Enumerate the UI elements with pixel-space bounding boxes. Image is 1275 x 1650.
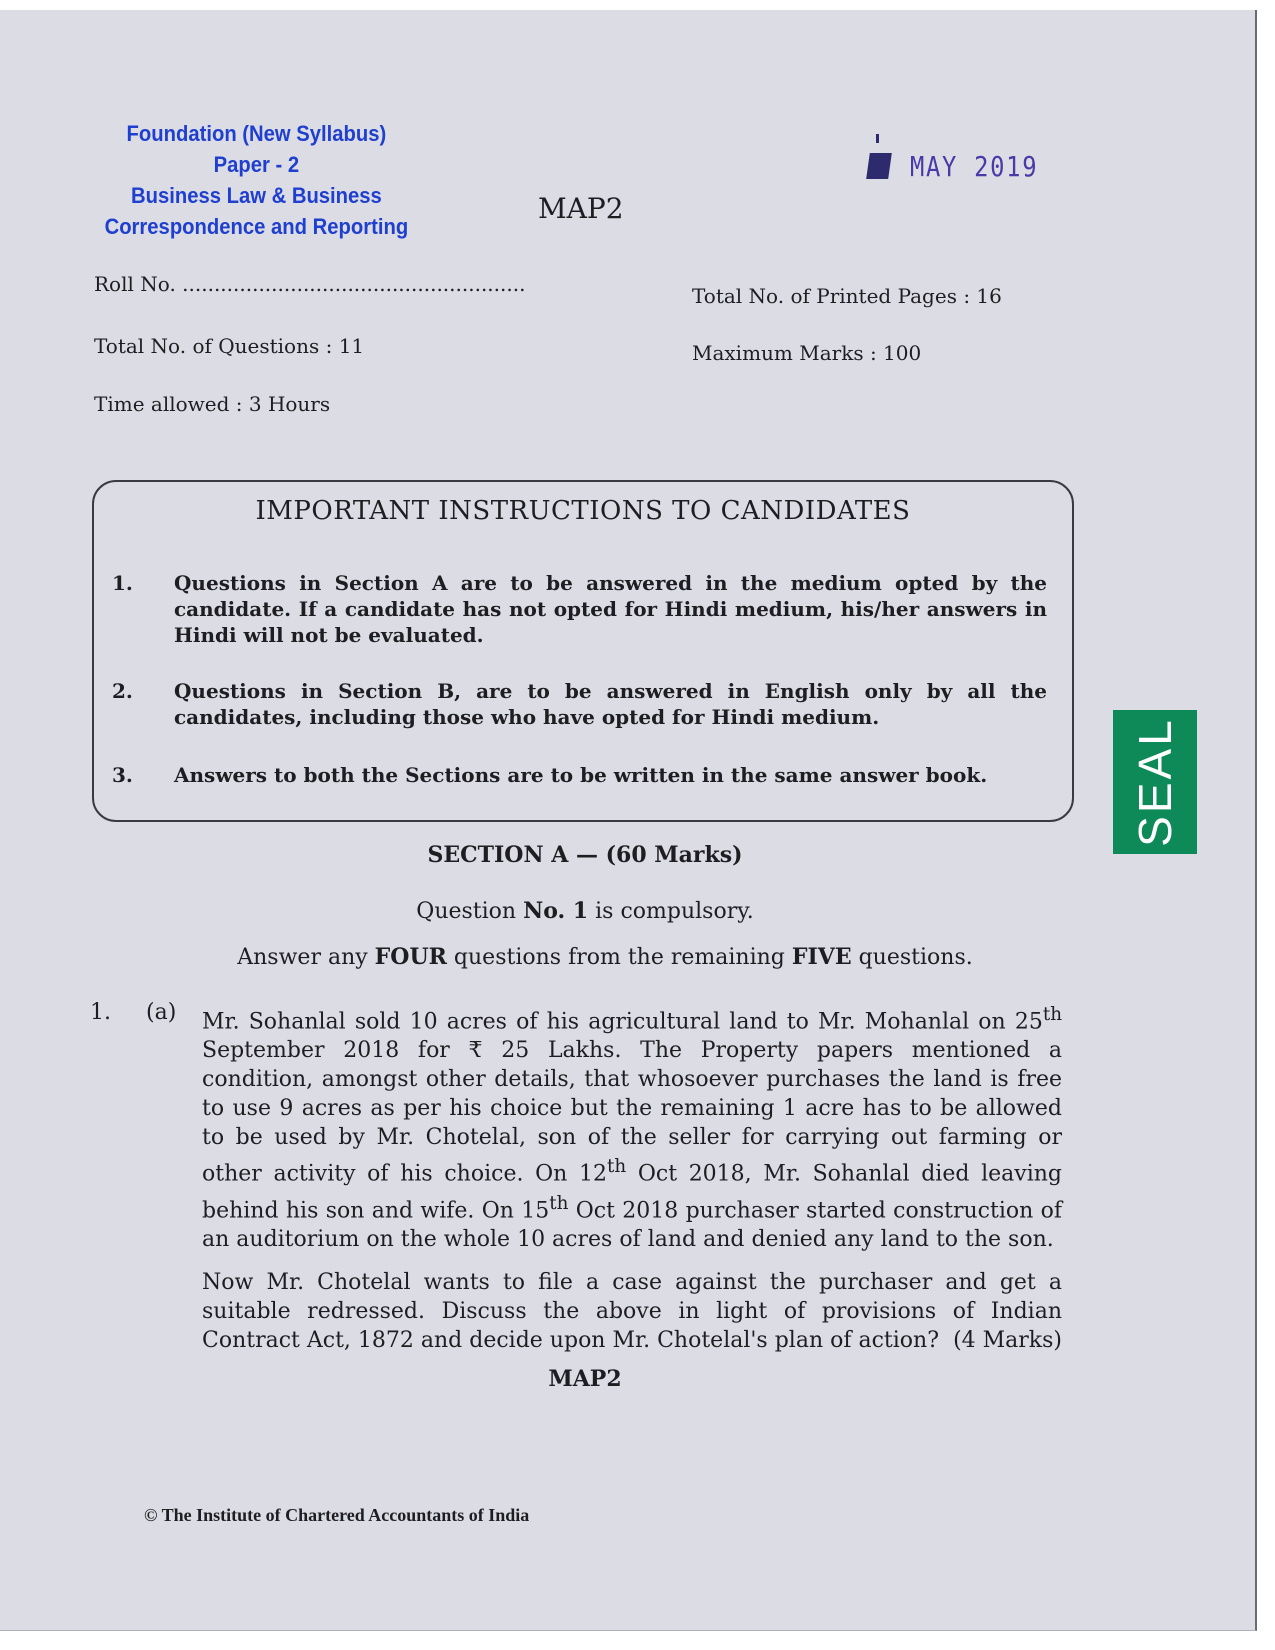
paper-code-bottom: MAP2 [548,1366,622,1392]
instruction-text: Questions in Section A are to be answered in the medium opted by the candidate. If a candidate has not opted for Hindi medium, his/her answers in Hindi will not be evaluated. [174,571,1047,647]
instruction-number: 3. [112,763,133,787]
paper-code: MAP2 [538,192,624,225]
question-text-c: Oct 2018, Mr. Sohanlal died leaving behind his son and wife. On 15 [202,1161,1062,1223]
time-allowed: Time allowed : 3 Hours [94,392,331,416]
question-paragraph-1 [202,1000,1062,1254]
question-part-label: (a) [146,1000,177,1025]
question-body [202,1000,1062,1355]
seal-sticker [1113,710,1197,854]
question-marks: (4 Marks) [953,1327,1062,1353]
total-pages: Total No. of Printed Pages : 16 [692,284,1002,308]
instruction-item [112,762,1047,788]
question-text-2: Now Mr. Chotelal wants to file a case against the purchaser and get a suitable redressed. Discuss the above in light of provisions of Indian Contract Act, 1872 and decide upon Mr. Chotelal's plan of action? [202,1269,1062,1353]
stamp-mark-icon [866,153,892,179]
compulsory-text-c: is compulsory. [588,899,754,924]
course-header [100,118,413,242]
answer-text-c: questions from the remaining [446,945,792,970]
answer-note [20,944,1190,970]
instructions-box [92,480,1074,822]
ordinal-superscript: th [607,1156,627,1178]
answer-count-five: FIVE [791,944,852,970]
course-line-foundation: Foundation (New Syllabus) [126,121,387,146]
copyright-footer: © The Institute of Chartered Accountants of India [144,1505,530,1525]
compulsory-note [0,898,1170,924]
question-text-d: Oct 2018 purchaser started construction of an auditorium on the whole 10 acres of land and denied any land to the son. [202,1197,1062,1252]
instruction-number: 1. [112,571,133,595]
exam-paper-page [0,10,1257,1631]
seal-label: SEAL [1129,717,1182,847]
course-line-subject: Business Law & Business [130,183,382,208]
instruction-item [112,570,1047,648]
section-heading: SECTION A — (60 Marks) [427,842,743,868]
instructions-title: IMPORTANT INSTRUCTIONS TO CANDIDATES [255,496,911,526]
instruction-text: Answers to both the Sections are to be written in the same answer book. [174,763,988,787]
compulsory-question-number: No. 1 [523,898,589,924]
question-text-b: September 2018 for ₹ 25 Lakhs. The Property papers mentioned a condition, amongst other details, that whosoever purchases the land is free to use 9 acres as per his choice but the remaining 1 acre has to be allowed to be used by Mr. Chotelal, son of the seller for carrying out farming or other activity of his choice. On 12 [202,1038,1062,1187]
answer-text-a: Answer any [237,945,375,970]
compulsory-text-a: Question [416,899,524,924]
stamp-dot [876,134,879,143]
ordinal-superscript: th [549,1192,569,1214]
total-questions: Total No. of Questions : 11 [94,334,365,358]
instruction-item [112,678,1047,730]
maximum-marks: Maximum Marks : 100 [692,341,922,365]
exam-date-stamp: MAY 2019 [910,150,1039,183]
question-text-a: Mr. Sohanlal sold 10 acres of his agricultural land to Mr. Mohanlal on 25 [202,1009,1043,1035]
answer-text-e: questions. [851,945,973,970]
instruction-number: 2. [112,679,133,703]
ordinal-superscript: th [1042,1004,1062,1025]
question-paragraph-2 [202,1268,1062,1355]
answer-count-four: FOUR [374,944,447,970]
instruction-text: Questions in Section B, are to be answered in English only by all the candidates, including those who have opted for Hindi medium. [174,679,1047,729]
course-line-subject-cont: Correspondence and Reporting [104,214,409,239]
question-number: 1. [90,1000,111,1025]
course-line-paper: Paper - 2 [213,152,300,177]
roll-number-field: Roll No. ...................................................... [94,272,526,296]
